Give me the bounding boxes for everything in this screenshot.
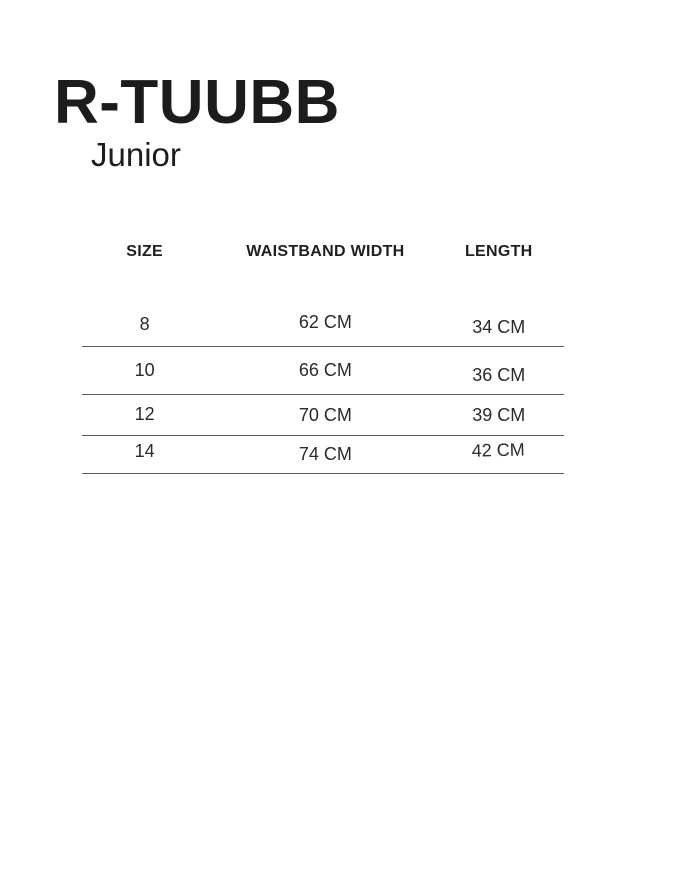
header-body-spacer	[82, 272, 564, 303]
table-row	[82, 347, 564, 395]
size-chart-table	[82, 232, 564, 474]
table-row	[82, 303, 564, 347]
table-row	[82, 436, 564, 474]
page-subtitle: Junior	[91, 136, 181, 173]
length-cell: 34 CM	[472, 317, 526, 337]
table-row	[82, 395, 564, 436]
size-cell: 8	[139, 314, 150, 334]
size-cell: 14	[134, 441, 155, 461]
size-chart-header-row	[82, 232, 564, 272]
length-cell: 36 CM	[472, 365, 526, 385]
column-header-length: LENGTH	[464, 243, 533, 260]
waistband-width-cell: 66 CM	[298, 360, 352, 380]
waistband-width-cell: 62 CM	[298, 312, 352, 332]
waistband-width-cell: 74 CM	[298, 444, 352, 464]
page-title: R-TUUBB	[54, 68, 340, 137]
column-header-waistband-width: WAISTBAND WIDTH	[246, 243, 405, 260]
column-header-size: SIZE	[126, 243, 164, 260]
size-cell: 10	[134, 360, 155, 380]
size-cell: 12	[134, 403, 155, 424]
waistband-width-cell: 70 CM	[298, 404, 352, 425]
length-cell: 42 CM	[471, 439, 526, 461]
length-cell: 39 CM	[472, 404, 526, 425]
